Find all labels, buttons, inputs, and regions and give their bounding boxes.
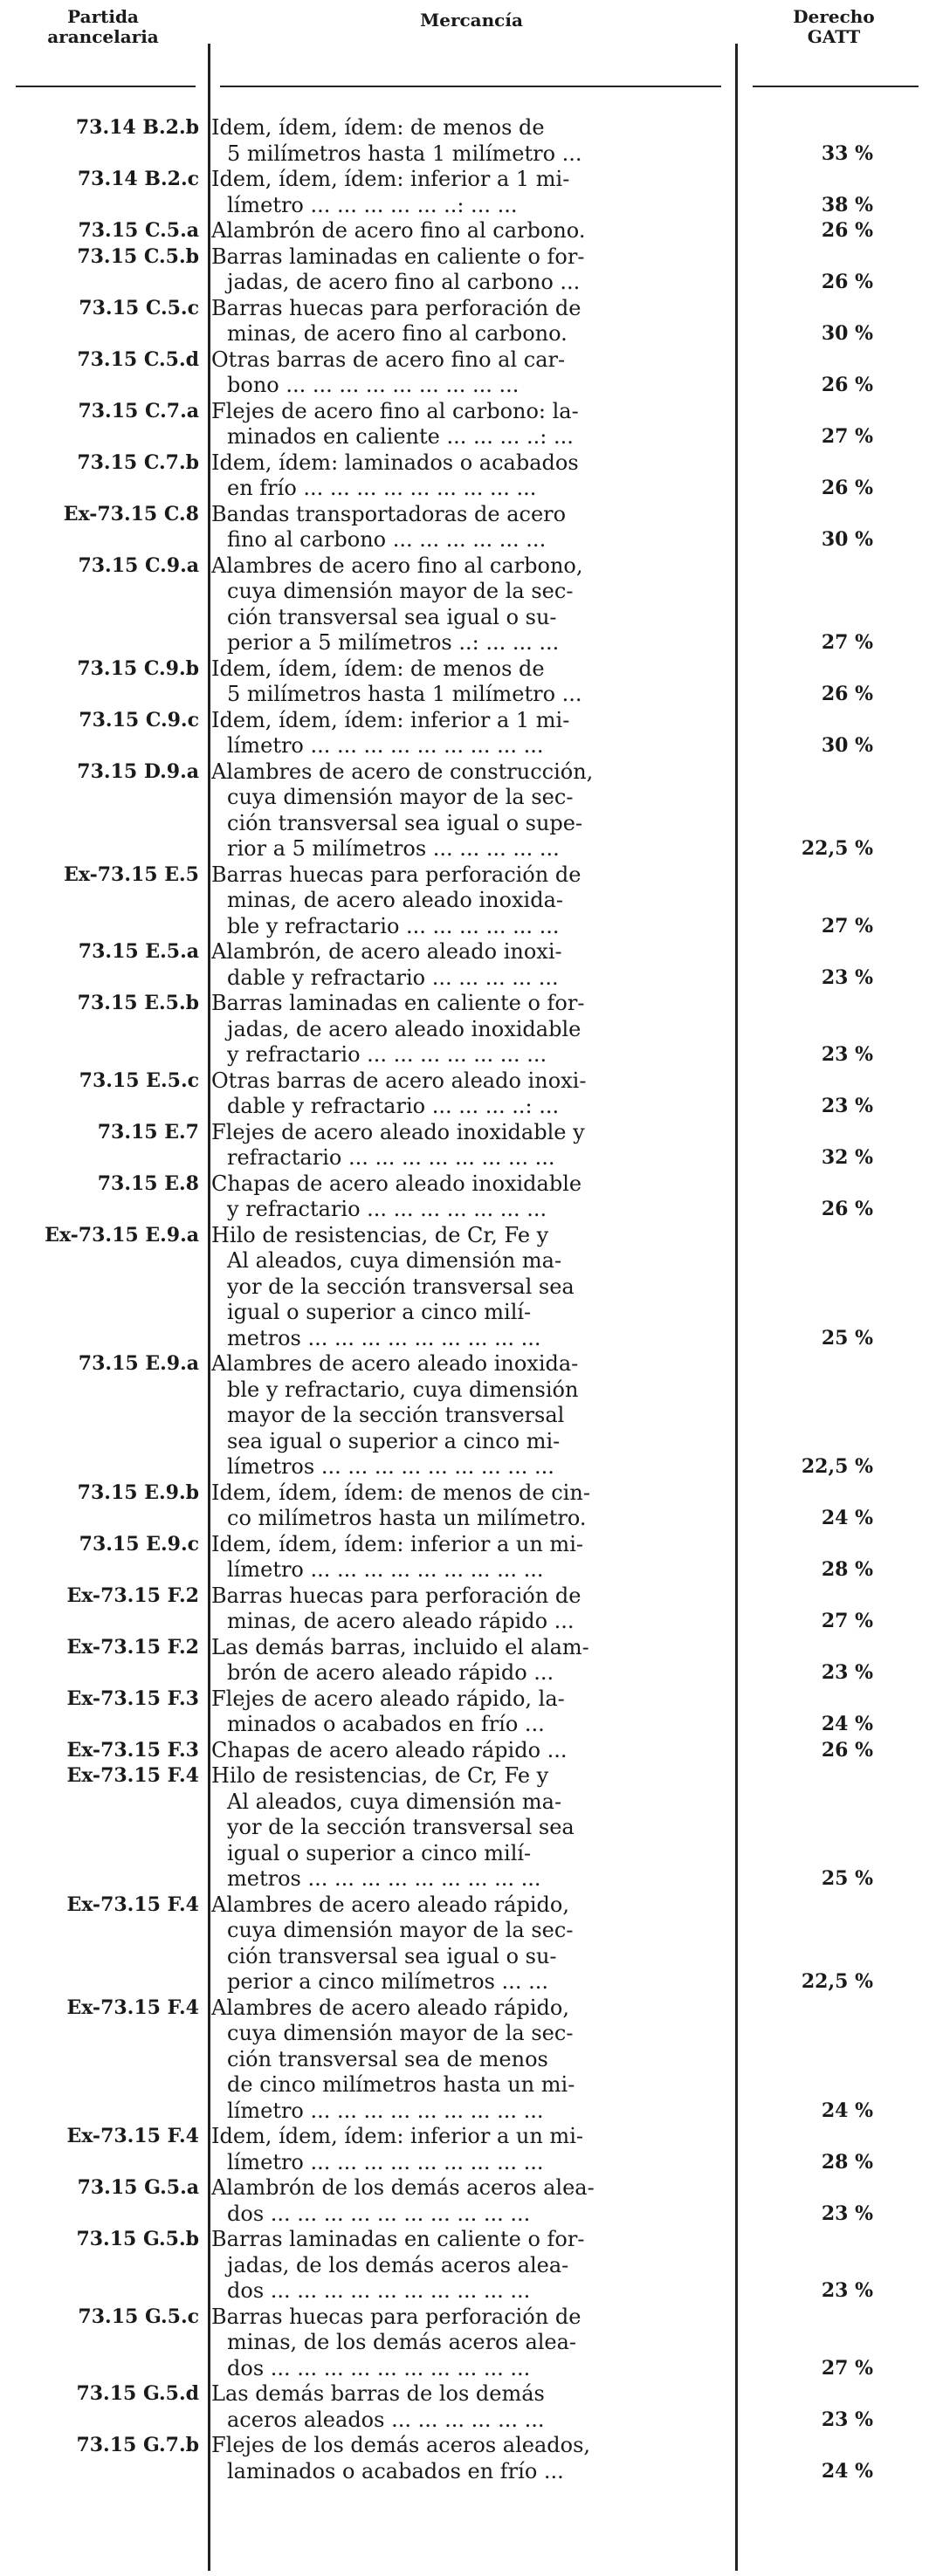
description-line: Idem, ídem, ídem: de menos de cin- bbox=[211, 1480, 590, 1505]
description-line: igual o superior a cinco milí- bbox=[227, 1300, 532, 1324]
description-line: yor de la sección transversal sea bbox=[227, 1815, 575, 1839]
gatt-duty: 27 % bbox=[821, 1610, 873, 1632]
description-line: co milímetros hasta un milímetro. bbox=[227, 1506, 587, 1530]
table-row bbox=[0, 1893, 929, 1996]
description-line: cuya dimensión mayor de la sec- bbox=[227, 1918, 574, 1942]
gatt-duty: 23 % bbox=[821, 1661, 873, 1684]
description-line: minados o acabados en frío ... bbox=[227, 1712, 545, 1736]
gatt-duty: 24 % bbox=[821, 2459, 873, 2483]
tariff-code: 73.15 G.5.c bbox=[78, 2305, 199, 2328]
table-row bbox=[0, 759, 929, 862]
description-line: Chapas de acero aleado inoxidable bbox=[211, 1171, 582, 1196]
gatt-duty: 27 % bbox=[821, 2356, 873, 2380]
goods-description bbox=[211, 244, 719, 296]
description-line: límetro ... ... ... ... ... ... ... ... ... bbox=[227, 2098, 544, 2123]
description-line: minados en caliente ... ... ... ..: ... bbox=[227, 424, 574, 449]
description-line: Alambrón de acero fino al carbono. bbox=[211, 218, 586, 243]
tariff-code: 73.15 E.9.b bbox=[77, 1480, 199, 1504]
table-row bbox=[0, 1351, 929, 1480]
description-line: y refractario ... ... ... ... ... ... ... bbox=[227, 1197, 547, 1221]
description-line: Idem, ídem, ídem: inferior a un mi- bbox=[211, 2124, 583, 2148]
gatt-duty: 26 % bbox=[821, 477, 873, 499]
tariff-code: Ex-73.15 F.4 bbox=[66, 1893, 199, 1916]
goods-description bbox=[211, 2433, 719, 2484]
tariff-table-body bbox=[0, 115, 929, 2484]
goods-description bbox=[211, 862, 719, 940]
description-line: límetro ... ... ... ... ... ..: ... ... bbox=[227, 192, 518, 217]
header-rule-mercancia bbox=[220, 86, 721, 87]
header-partida-line2: arancelaria bbox=[47, 26, 159, 47]
gatt-duty: 38 % bbox=[821, 193, 873, 216]
header-partida bbox=[0, 7, 206, 47]
tariff-code: 73.14 B.2.c bbox=[77, 168, 199, 190]
tariff-code: 73.15 E.5.a bbox=[78, 940, 199, 963]
tariff-code: 73.15 G.5.a bbox=[77, 2176, 199, 2199]
description-line: Bandas transportadoras de acero bbox=[211, 501, 567, 526]
goods-description bbox=[211, 2381, 719, 2433]
description-line: en frío ... ... ... ... ... ... ... ... ... bbox=[227, 476, 537, 500]
tariff-code: 73.15 G.7.b bbox=[76, 2434, 199, 2456]
gatt-duty: 24 % bbox=[821, 1713, 873, 1735]
gatt-duty: 26 % bbox=[821, 683, 873, 705]
description-line: bono ... ... ... ... ... ... ... ... ... bbox=[227, 373, 520, 397]
description-line: y refractario ... ... ... ... ... ... ... bbox=[227, 1042, 547, 1067]
gatt-duty: 22,5 % bbox=[801, 837, 873, 860]
description-line: Idem, ídem, ídem: inferior a 1 mi- bbox=[211, 707, 570, 732]
description-line: dos ... ... ... ... ... ... ... ... ... ... bbox=[227, 2278, 531, 2303]
table-row bbox=[0, 2433, 929, 2484]
goods-description bbox=[211, 2175, 719, 2227]
table-row bbox=[0, 450, 929, 502]
goods-description bbox=[211, 939, 719, 991]
goods-description bbox=[211, 553, 719, 656]
description-line: Alambres de acero aleado rápido, bbox=[211, 1892, 569, 1917]
table-row bbox=[0, 1223, 929, 1352]
description-line: ble y refractario ... ... ... ... ... ... bbox=[227, 913, 560, 938]
goods-description bbox=[211, 347, 719, 399]
header-derecho-line1: Derecho bbox=[793, 6, 875, 27]
header-partida-line1: Partida bbox=[67, 6, 139, 27]
goods-description bbox=[211, 218, 719, 244]
table-row bbox=[0, 2305, 929, 2382]
description-line: 5 milímetros hasta 1 milímetro ... bbox=[227, 682, 582, 706]
description-line: Flejes de acero fino al carbono: la- bbox=[211, 398, 579, 423]
table-row bbox=[0, 708, 929, 759]
description-line: límetro ... ... ... ... ... ... ... ... ... bbox=[227, 2149, 544, 2174]
tariff-code: 73.15 C.7.a bbox=[78, 399, 199, 422]
tariff-code: 73.15 C.5.a bbox=[78, 219, 199, 242]
gatt-duty: 26 % bbox=[821, 1738, 873, 1762]
tariff-code: Ex-73.15 C.8 bbox=[63, 502, 199, 526]
gatt-duty: 23 % bbox=[821, 965, 873, 989]
gatt-duty: 23 % bbox=[821, 1043, 873, 1066]
gatt-duty: 30 % bbox=[821, 734, 873, 757]
description-line: dable y refractario ... ... ... ..: ... bbox=[227, 1094, 560, 1118]
tariff-code: 73.15 C.5.d bbox=[77, 347, 199, 371]
goods-description bbox=[211, 759, 719, 862]
description-line: ble y refractario, cuya dimensión bbox=[227, 1377, 579, 1402]
table-row bbox=[0, 553, 929, 656]
tariff-code: 73.14 B.2.b bbox=[75, 116, 199, 139]
gatt-duty: 22,5 % bbox=[801, 1455, 873, 1478]
description-line: dable y refractario ... ... ... ... ... bbox=[227, 965, 559, 990]
goods-description bbox=[211, 450, 719, 502]
goods-description bbox=[211, 1120, 719, 1171]
table-row bbox=[0, 862, 929, 940]
tariff-code: Ex-73.15 F.4 bbox=[66, 2125, 199, 2147]
description-line: brón de acero aleado rápido ... bbox=[227, 1660, 554, 1685]
description-line: metros ... ... ... ... ... ... ... ... ... bbox=[227, 1325, 541, 1350]
description-line: Hilo de resistencias, de Cr, Fe y bbox=[211, 1763, 549, 1788]
table-row bbox=[0, 1532, 929, 1583]
goods-description bbox=[211, 1763, 719, 1893]
table-row bbox=[0, 244, 929, 296]
tariff-code: 73.15 E.7 bbox=[97, 1120, 199, 1144]
gatt-duty: 30 % bbox=[821, 528, 873, 551]
tariff-code: Ex-73.15 F.2 bbox=[66, 1583, 199, 1607]
description-line: cuya dimensión mayor de la sec- bbox=[227, 2021, 574, 2045]
gatt-duty: 30 % bbox=[821, 322, 873, 345]
tariff-code: 73.15 E.9.a bbox=[78, 1352, 199, 1375]
goods-description bbox=[211, 991, 719, 1068]
description-line: rior a 5 milímetros ... ... ... ... ... bbox=[227, 836, 560, 861]
description-line: límetros ... ... ... ... ... ... ... ... ... bbox=[227, 1454, 554, 1479]
description-line: jadas, de los demás aceros alea- bbox=[227, 2252, 569, 2277]
description-line: Hilo de resistencias, de Cr, Fe y bbox=[211, 1222, 549, 1247]
gatt-duty: 27 % bbox=[821, 631, 873, 654]
description-line: minas, de acero aleado rápido ... bbox=[227, 1609, 575, 1633]
gatt-duty: 26 % bbox=[821, 1198, 873, 1220]
tariff-code: 73.15 E.5.c bbox=[79, 1068, 199, 1092]
description-line: yor de la sección transversal sea bbox=[227, 1274, 575, 1299]
description-line: igual o superior a cinco milí- bbox=[227, 1840, 532, 1865]
tariff-code: Ex-73.15 F.3 bbox=[66, 1738, 199, 1762]
description-line: 5 milímetros hasta 1 milímetro ... bbox=[227, 141, 582, 166]
description-line: Barras huecas para perforación de bbox=[211, 295, 581, 320]
gatt-duty: 23 % bbox=[821, 2408, 873, 2431]
goods-description bbox=[211, 1068, 719, 1120]
tariff-code: 73.15 C.7.b bbox=[77, 450, 199, 474]
table-row bbox=[0, 656, 929, 708]
gatt-duty: 26 % bbox=[821, 219, 873, 242]
table-row bbox=[0, 115, 929, 167]
goods-description bbox=[211, 1996, 719, 2125]
description-line: Barras huecas para perforación de bbox=[211, 862, 581, 887]
tariff-code: 73.15 C.5.b bbox=[77, 244, 199, 268]
table-row bbox=[0, 218, 929, 244]
description-line: Barras laminadas en caliente o for- bbox=[211, 244, 585, 269]
gatt-duty: 23 % bbox=[821, 1095, 873, 1117]
description-line: fino al carbono ... ... ... ... ... ... bbox=[227, 527, 547, 552]
description-line: Barras laminadas en caliente o for- bbox=[211, 991, 585, 1015]
gatt-duty: 24 % bbox=[821, 1507, 873, 1529]
description-line: mayor de la sección transversal bbox=[227, 1403, 565, 1427]
gatt-duty: 26 % bbox=[821, 271, 873, 293]
goods-description bbox=[211, 1171, 719, 1223]
tariff-code: Ex-73.15 F.4 bbox=[66, 1996, 199, 2019]
table-row bbox=[0, 399, 929, 450]
header-derecho bbox=[739, 7, 929, 47]
table-row bbox=[0, 1763, 929, 1893]
description-line: Otras barras de acero aleado inoxi- bbox=[211, 1068, 587, 1093]
goods-description bbox=[211, 656, 719, 708]
table-row bbox=[0, 2227, 929, 2305]
gatt-duty: 28 % bbox=[821, 1558, 873, 1581]
gatt-duty: 27 % bbox=[821, 425, 873, 448]
tariff-code: Ex-73.15 F.2 bbox=[66, 1635, 199, 1659]
goods-description bbox=[211, 1635, 719, 1686]
description-line: sea igual o superior a cinco mi- bbox=[227, 1428, 561, 1453]
description-line: ción transversal sea igual o su- bbox=[227, 604, 557, 629]
description-line: Idem, ídem, ídem: inferior a 1 mi- bbox=[211, 167, 570, 191]
description-line: laminados o acabados en frío ... bbox=[227, 2458, 564, 2483]
tariff-code: Ex-73.15 F.4 bbox=[66, 1764, 199, 1787]
goods-description bbox=[211, 2124, 719, 2175]
gatt-duty: 25 % bbox=[821, 1326, 873, 1350]
goods-description bbox=[211, 296, 719, 347]
description-line: minas, de acero fino al carbono. bbox=[227, 321, 568, 346]
description-line: Las demás barras, incluido el alam- bbox=[211, 1634, 589, 1659]
description-line: Flejes de acero aleado inoxidable y bbox=[211, 1119, 585, 1144]
tariff-code: 73.15 D.9.a bbox=[77, 759, 199, 783]
description-line: refractario ... ... ... ... ... ... ... ... bbox=[227, 1145, 555, 1170]
table-row bbox=[0, 1120, 929, 1171]
tariff-code: 73.15 C.9.b bbox=[77, 656, 199, 680]
table-row bbox=[0, 939, 929, 991]
goods-description bbox=[211, 2305, 719, 2382]
header-mercancia: Mercancía bbox=[420, 10, 523, 31]
table-row bbox=[0, 167, 929, 218]
goods-description bbox=[211, 1532, 719, 1583]
description-line: Idem, ídem, ídem: de menos de bbox=[211, 656, 545, 681]
description-line: Idem, ídem: laminados o acabados bbox=[211, 450, 579, 475]
description-line: Alambrón, de acero aleado inoxi- bbox=[211, 939, 562, 964]
description-line: Las demás barras de los demás bbox=[211, 2381, 545, 2406]
goods-description bbox=[211, 502, 719, 553]
goods-description bbox=[211, 1738, 719, 1764]
gatt-duty: 27 % bbox=[821, 914, 873, 938]
gatt-duty: 33 % bbox=[821, 141, 873, 165]
description-line: ción transversal sea de menos bbox=[227, 2046, 548, 2071]
tariff-code: Ex-73.15 E.9.a bbox=[45, 1223, 199, 1247]
description-line: límetro ... ... ... ... ... ... ... ... ... bbox=[227, 733, 544, 758]
tariff-code: 73.15 E.5.b bbox=[77, 992, 199, 1014]
goods-description bbox=[211, 115, 719, 167]
table-row bbox=[0, 2175, 929, 2227]
gatt-duty: 32 % bbox=[821, 1146, 873, 1169]
gatt-duty: 24 % bbox=[821, 2099, 873, 2122]
tariff-code: 73.15 G.5.d bbox=[76, 2382, 199, 2405]
header-derecho-line2: GATT bbox=[807, 26, 861, 47]
table-row bbox=[0, 1996, 929, 2125]
description-line: Alambres de acero aleado inoxida- bbox=[211, 1351, 579, 1376]
description-line: minas, de acero aleado inoxida- bbox=[227, 888, 563, 912]
description-line: Alambres de acero de construcción, bbox=[211, 759, 594, 784]
tariff-code: 73.15 E.8 bbox=[97, 1171, 199, 1195]
table-row bbox=[0, 1068, 929, 1120]
table-row bbox=[0, 347, 929, 399]
tariff-code: Ex-73.15 F.3 bbox=[66, 1686, 199, 1710]
goods-description bbox=[211, 399, 719, 450]
description-line: Alambrón de los demás aceros alea- bbox=[211, 2175, 595, 2200]
table-row bbox=[0, 1583, 929, 1635]
tariff-code: 73.15 C.9.c bbox=[79, 708, 199, 732]
tariff-code: 73.15 G.5.b bbox=[76, 2228, 199, 2250]
goods-description bbox=[211, 1223, 719, 1352]
description-line: metros ... ... ... ... ... ... ... ... ... bbox=[227, 1866, 541, 1891]
description-line: minas, de los demás aceros alea- bbox=[227, 2330, 577, 2354]
goods-description bbox=[211, 1351, 719, 1480]
description-line: perior a cinco milímetros ... ... bbox=[227, 1969, 548, 1994]
table-row bbox=[0, 991, 929, 1068]
description-line: Flejes de los demás aceros aleados, bbox=[211, 2433, 591, 2457]
goods-description bbox=[211, 708, 719, 759]
description-line: límetro ... ... ... ... ... ... ... ... ... bbox=[227, 1557, 544, 1582]
table-row bbox=[0, 1635, 929, 1686]
goods-description bbox=[211, 1686, 719, 1738]
goods-description bbox=[211, 167, 719, 218]
table-row bbox=[0, 1480, 929, 1532]
description-line: Al aleados, cuya dimensión ma- bbox=[227, 1248, 562, 1273]
description-line: Al aleados, cuya dimensión ma- bbox=[227, 1789, 562, 1814]
gatt-duty: 26 % bbox=[821, 374, 873, 396]
description-line: de cinco milímetros hasta un mi- bbox=[227, 2072, 575, 2097]
goods-description bbox=[211, 1480, 719, 1532]
description-line: Alambres de acero aleado rápido, bbox=[211, 1995, 569, 2020]
description-line: Idem, ídem, ídem: de menos de bbox=[211, 115, 545, 140]
goods-description bbox=[211, 1583, 719, 1635]
description-line: Barras huecas para perforación de bbox=[211, 2304, 581, 2329]
description-line: perior a 5 milímetros ..: ... ... ... bbox=[227, 630, 560, 655]
tariff-code: 73.15 C.9.a bbox=[78, 553, 199, 577]
description-line: dos ... ... ... ... ... ... ... ... ... ... bbox=[227, 2201, 531, 2226]
description-line: Flejes de acero aleado rápido, la- bbox=[211, 1686, 565, 1711]
description-line: jadas, de acero aleado inoxidable bbox=[227, 1016, 581, 1041]
tariff-code: 73.15 E.9.c bbox=[79, 1532, 199, 1556]
table-row bbox=[0, 1738, 929, 1764]
goods-description bbox=[211, 2227, 719, 2305]
gatt-duty: 23 % bbox=[821, 2279, 873, 2302]
table-row bbox=[0, 1686, 929, 1738]
table-row bbox=[0, 502, 929, 553]
gatt-duty: 28 % bbox=[821, 2150, 873, 2174]
description-line: Chapas de acero aleado rápido ... bbox=[211, 1737, 568, 1762]
description-line: Idem, ídem, ídem: inferior a un mi- bbox=[211, 1531, 583, 1556]
description-line: Barras huecas para perforación de bbox=[211, 1583, 581, 1608]
table-row bbox=[0, 1171, 929, 1223]
table-row bbox=[0, 2124, 929, 2175]
tariff-code: Ex-73.15 E.5 bbox=[64, 862, 199, 886]
gatt-duty: 25 % bbox=[821, 1867, 873, 1890]
gatt-duty: 23 % bbox=[821, 2202, 873, 2225]
table-row bbox=[0, 2381, 929, 2433]
description-line: ción transversal sea igual o supe- bbox=[227, 810, 583, 835]
description-line: Otras barras de acero fino al car- bbox=[211, 347, 566, 372]
description-line: Alambres de acero fino al carbono, bbox=[211, 553, 583, 578]
header-rule-derecho bbox=[753, 86, 919, 87]
header-rule-partida bbox=[16, 86, 196, 87]
goods-description bbox=[211, 1893, 719, 1996]
description-line: Barras laminadas en caliente o for- bbox=[211, 2227, 585, 2251]
description-line: cuya dimensión mayor de la sec- bbox=[227, 785, 574, 809]
gatt-duty: 22,5 % bbox=[801, 1970, 873, 1993]
description-line: cuya dimensión mayor de la sec- bbox=[227, 579, 574, 603]
tariff-code: 73.15 C.5.c bbox=[79, 296, 199, 319]
table-row bbox=[0, 296, 929, 347]
description-line: aceros aleados ... ... ... ... ... ... bbox=[227, 2407, 545, 2432]
description-line: jadas, de acero fino al carbono ... bbox=[227, 270, 581, 294]
description-line: dos ... ... ... ... ... ... ... ... ... ... bbox=[227, 2355, 531, 2380]
description-line: ción transversal sea igual o su- bbox=[227, 1943, 557, 1968]
